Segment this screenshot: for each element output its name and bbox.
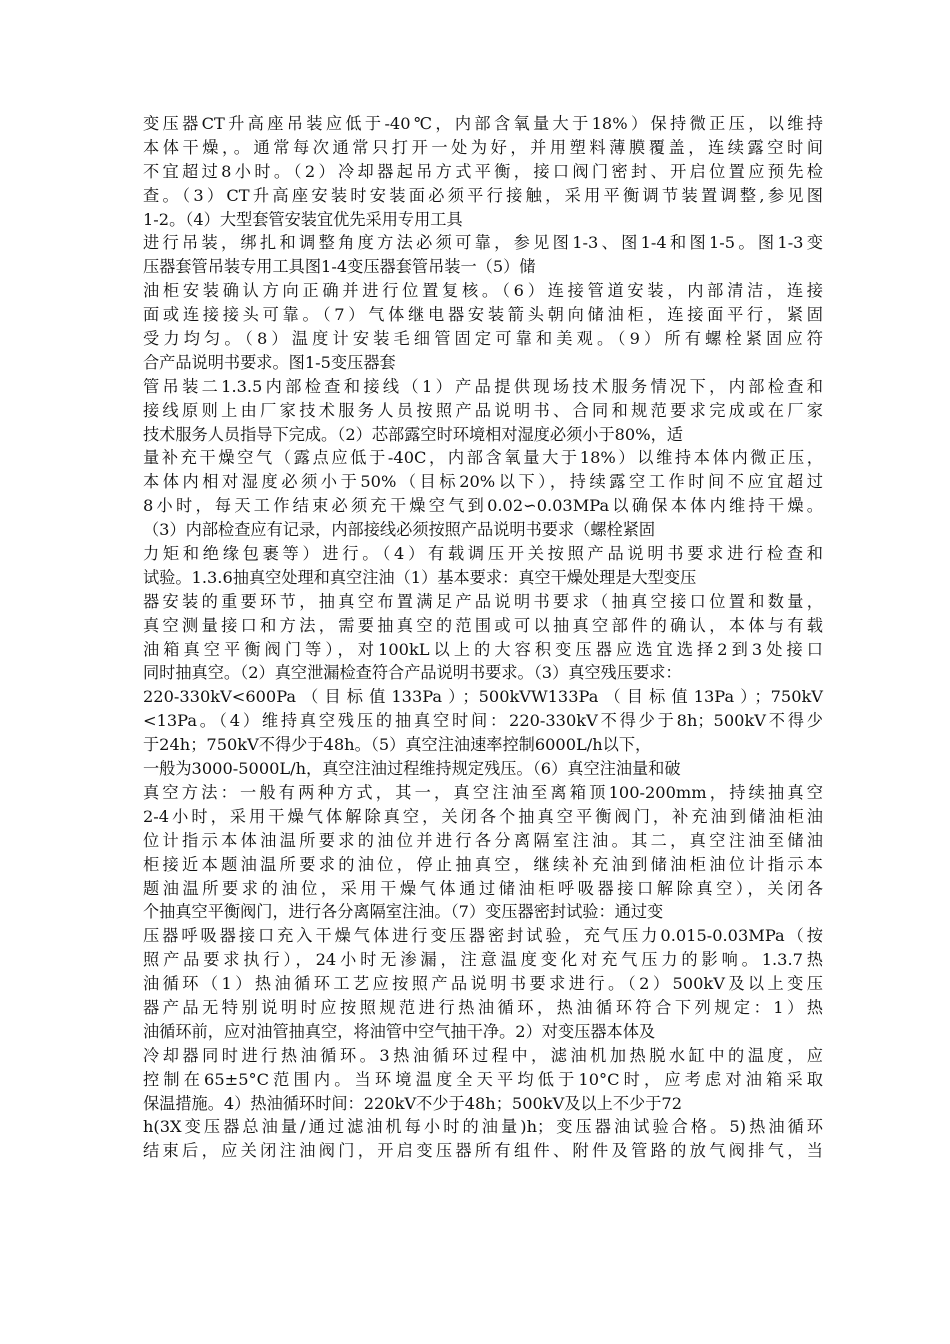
text-line: 油循环（1）热油循环工艺应按照产品说明书要求进行。（2）500kV及以上变压 — [143, 974, 823, 994]
text-line: 真空测量接口和方法，需要抽真空的范围或可以抽真空部件的确认，本体与有载 — [143, 615, 823, 635]
text-line: 柜接近本题油温所要求的油位，停止抽真空，继续补充油到储油柜油位计指示本 — [143, 854, 823, 874]
text-line: 查。（3）CT升高座安装时安装面必须平行接触，采用平衡调节装置调整,参见图 — [143, 185, 823, 205]
text-line: 个抽真空平衡阀门，进行各分离隔室注油。（7）变压器密封试验：通过变 — [143, 902, 664, 922]
text-line: 真空方法：一般有两种方式，其一，真空注油至离箱顶100-200mm，持续抽真空 — [143, 782, 823, 802]
text-line: 油箱真空平衡阀门等），对100kL以上的大容积变压器应选宜选择2到3处接口 — [143, 639, 823, 659]
text-line: 进行吊装，绑扎和调整角度方法必须可靠，参见图1-3、图1-4和图1-5。图1-3变 — [143, 233, 823, 253]
text-line: 本体干燥，。通常每次通常只打开一处为好，并用塑料薄膜覆盖，连续露空时间 — [143, 137, 823, 157]
text-line: <13Pa。（4）维持真空残压的抽真空时间：220-330kV不得少于8h；500kV不得少 — [143, 711, 823, 731]
text-line: 题油温所要求的油位，采用干燥气体通过储油柜呼吸器接口解除真空），关闭各 — [143, 878, 823, 898]
text-line: 一般为3000-5000L/h，真空注油过程维持规定残压。（6）真空注油量和破 — [143, 759, 681, 779]
text-line: 油循环前，应对油管抽真空，将油管中空气抽干净。2）对变压器本体及 — [143, 1021, 656, 1041]
text-line: 于24h；750kV不得少于48h。（5）真空注油速率控制6000L/h以下， — [143, 735, 652, 755]
text-line: （3）内部检查应有记录，内部接线必须按照产品说明书要求（螺栓紧固 — [143, 520, 656, 540]
text-line: 位计指示本体油温所要求的油位并进行各分离隔室注油。其二，真空注油至储油 — [143, 830, 823, 850]
text-line: 结束后，应关闭注油阀门，开启变压器所有组件、附件及管路的放气阀排气，当 — [143, 1141, 823, 1161]
text-line: 8小时，每天工作结束必须充干燥空气到0.02∽0.03MPa以确保本体内维持干燥。 — [143, 496, 823, 516]
text-line: 器安装的重要环节，抽真空布置满足产品说明书要求（抽真空接口位置和数量， — [143, 591, 823, 611]
text-line: 变压器CT升高座吊装应低于-40℃，内部含氧量大于18%）保持微正压，以维持 — [143, 114, 823, 133]
text-line: 保温措施。4）热油循环时间：220kV不少于48h；500kV及以上不少于72 — [143, 1093, 683, 1113]
text-line: 接线原则上由厂家技术服务人员按照产品说明书、合同和规范要求完成或在厂家 — [143, 400, 823, 420]
text-line: 量补充干燥空气（露点应低于-40C，内部含氧量大于18%）以维持本体内微正压， — [143, 448, 823, 468]
text-line: 受力均匀。（8）温度计安装毛细管固定可靠和美观。（9）所有螺栓紧固应符 — [143, 329, 823, 349]
text-line: 控制在65±5°C范围内。当环境温度全天平均低于10°C时，应考虑对油箱采取 — [143, 1069, 823, 1089]
text-line: h(3X变压器总油量/通过滤油机每小时的油量)h；变压器油试验合格。5)热油循环 — [143, 1117, 823, 1137]
text-line: 不宜超过8小时。（2）冷却器起吊方式平衡，接口阀门密封、开启位置应预先检 — [143, 161, 823, 181]
text-line: 管吊装二1.3.5内部检查和接线（1）产品提供现场技术服务情况下，内部检查和 — [143, 376, 823, 396]
text-line: 同时抽真空。（2）真空泄漏检查符合产品说明书要求。（3）真空残压要求： — [143, 663, 682, 683]
text-line: 照产品要求执行），24小时无渗漏，注意温度变化对充气压力的影响。1.3.7热 — [143, 950, 823, 970]
text-line: 力矩和绝缘包裹等）进行。（4）有载调压开关按照产品说明书要求进行检查和 — [143, 544, 823, 564]
text-line: 试验。1.3.6抽真空处理和真空注油（1）基本要求：真空干燥处理是大型变压 — [143, 567, 697, 587]
text-line: 器产品无特别说明时应按照规范进行热油循环，热油循环符合下列规定：1）热 — [143, 997, 823, 1017]
text-line: 1-2。（4）大型套管安装宜优先采用专用工具 — [143, 209, 463, 229]
body-text — [143, 112, 823, 1163]
text-line: 面或连接接头可靠。（7）气体继电器安装箭头朝向储油柜，连接面平行，紧固 — [143, 305, 823, 325]
text-line: 技术服务人员指导下完成。（2）芯部露空时环境相对湿度必须小于80%，适 — [143, 424, 683, 444]
text-line: 压器套管吊装专用工具图1-4变压器套管吊装一（5）储 — [143, 257, 536, 277]
text-line: 冷却器同时进行热油循环。3热油循环过程中，滤油机加热脱水缸中的温度，应 — [143, 1045, 823, 1065]
text-line: 本体内相对湿度必须小于50%（目标20%以下），持续露空工作时间不应宜超过 — [143, 472, 823, 492]
text-line: 220-330kV<600Pa（目标值133Pa）；500kVW133Pa（目标值13Pa）；750kV — [143, 687, 823, 707]
text-line: 合产品说明书要求。图1-5变压器套 — [143, 352, 396, 372]
text-line: 油柜安装确认方向正确并进行位置复核。（6）连接管道安装，内部清洁，连接 — [143, 281, 823, 301]
text-line: 压器呼吸器接口充入干燥气体进行变压器密封试验，充气压力0.015-0.03MPa（按 — [143, 926, 823, 946]
text-line: 2-4小时，采用干燥气体解除真空，关闭各个抽真空平衡阀门，补充油到储油柜油 — [143, 806, 823, 826]
